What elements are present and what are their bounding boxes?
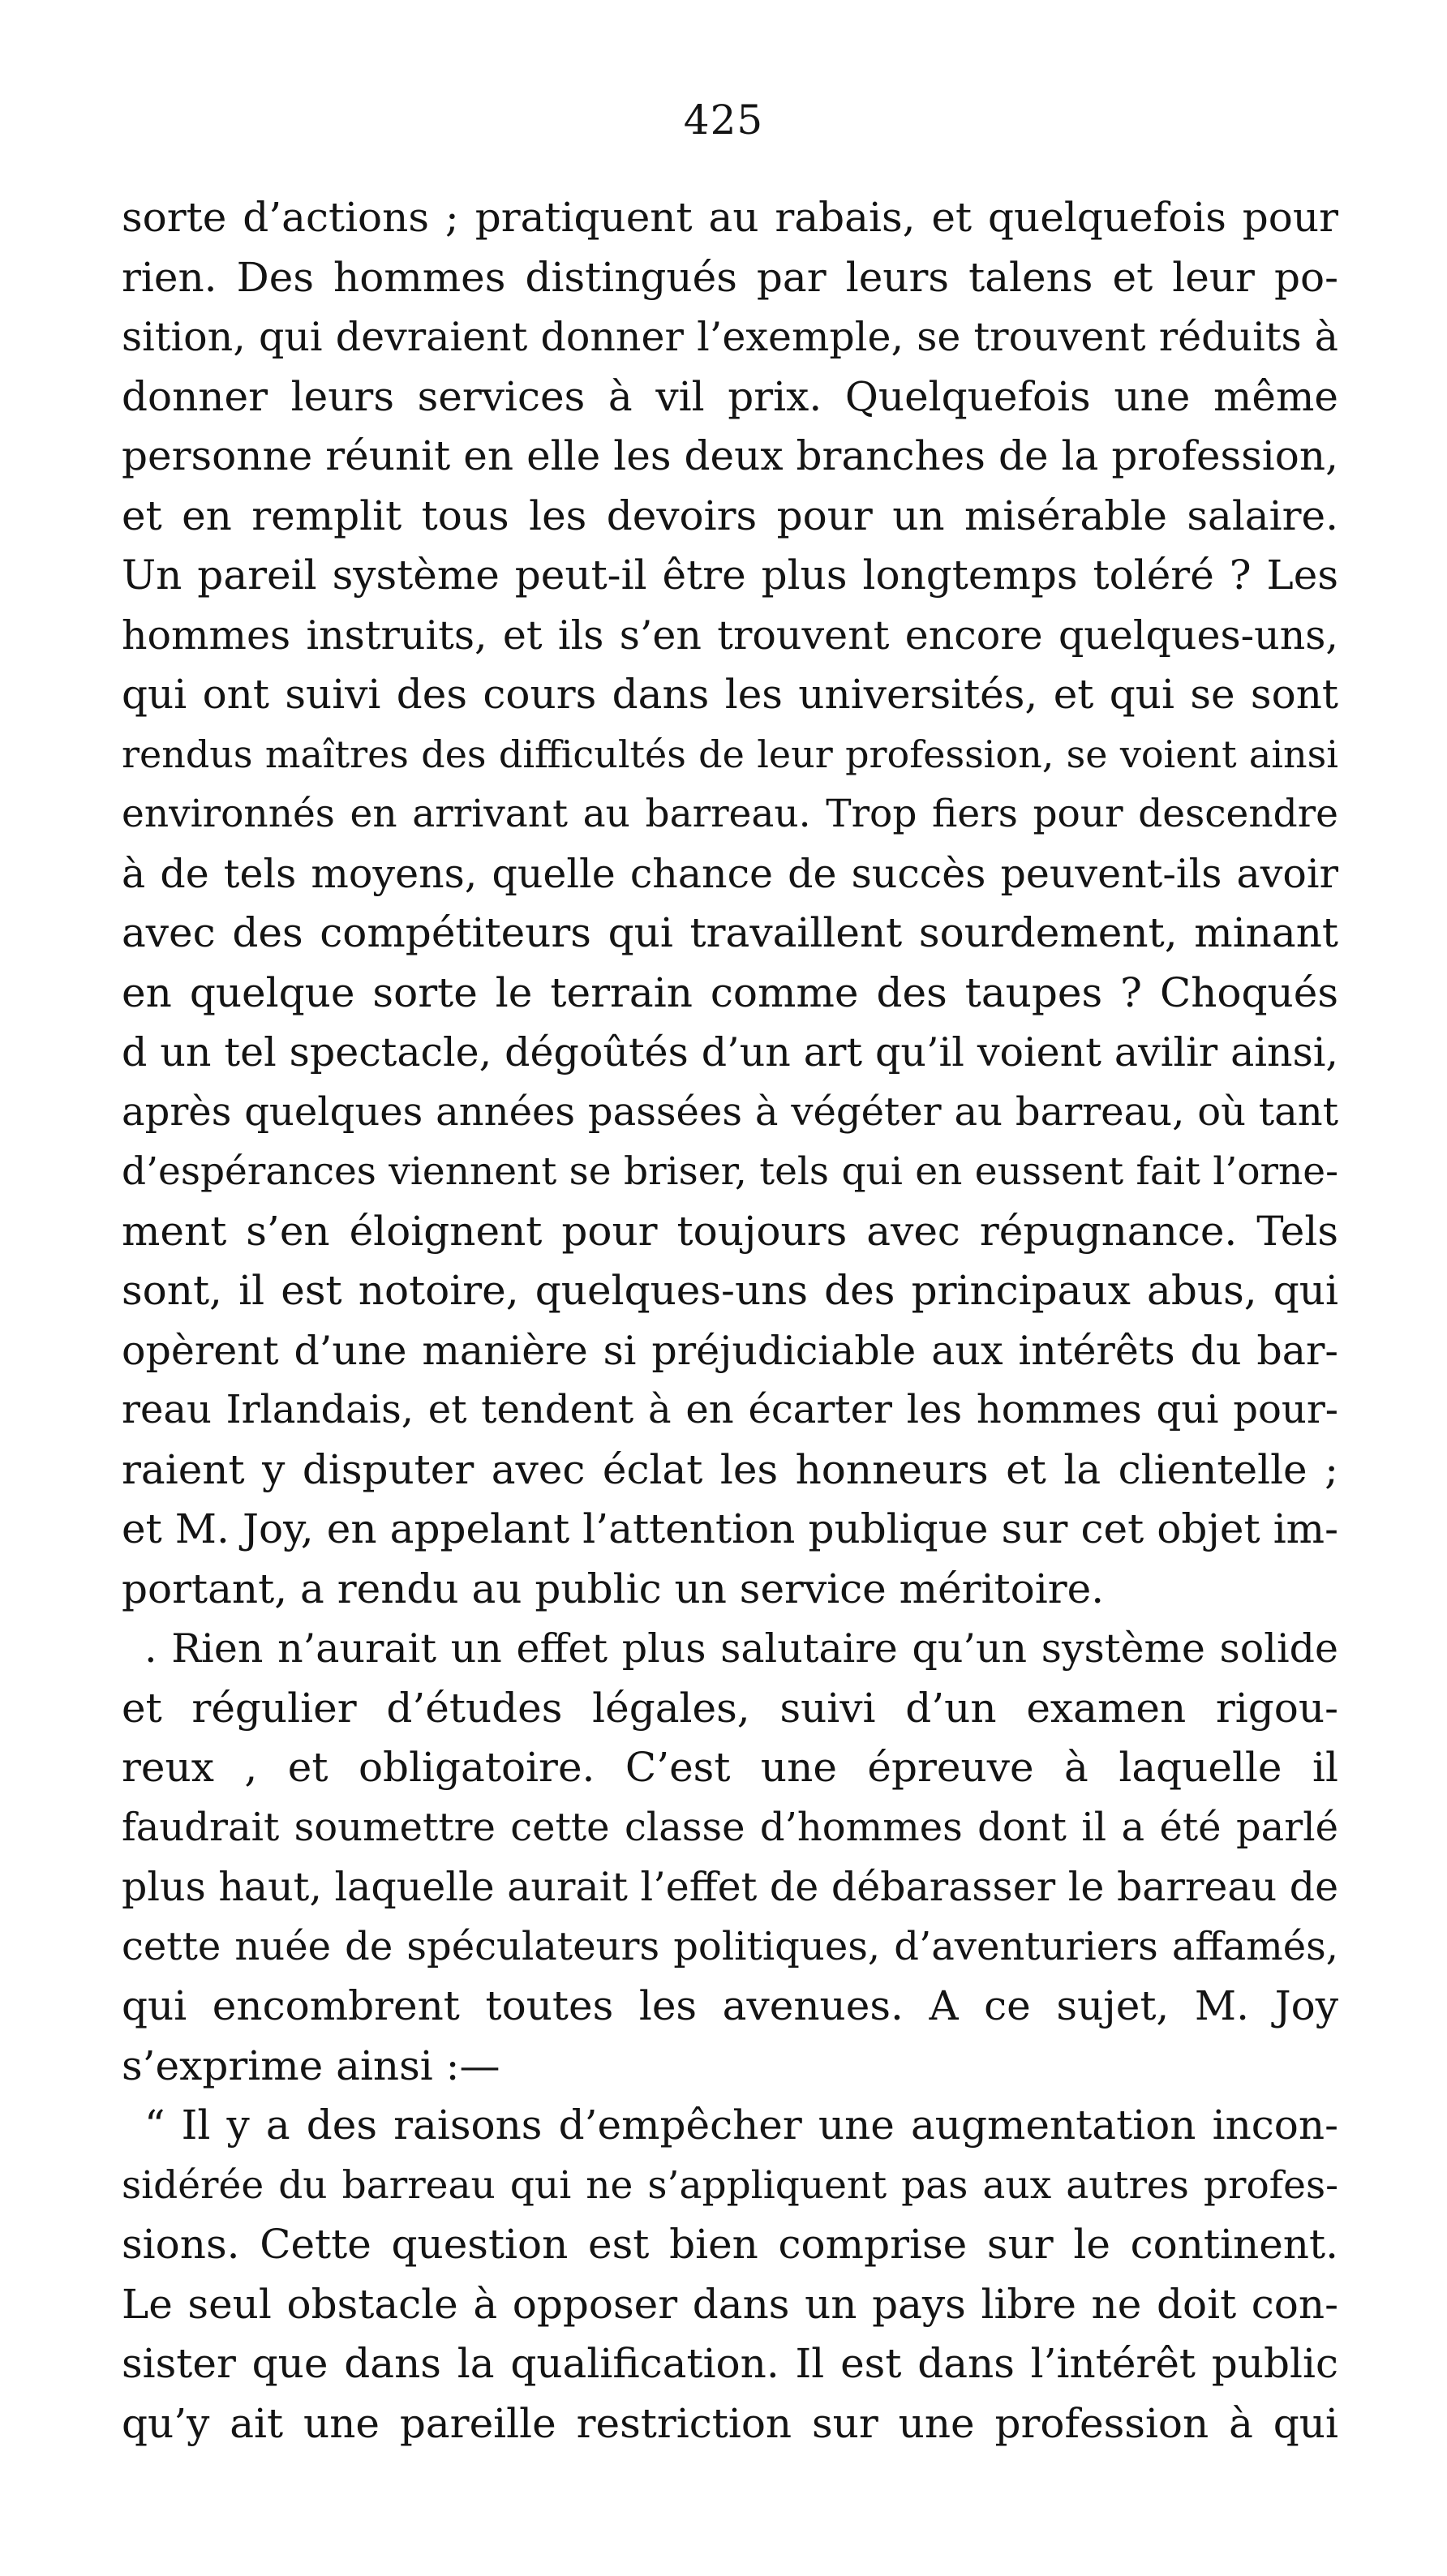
text-line: ment s’en éloignent pour toujours avec répugnance. Tels (122, 1207, 1338, 1255)
text-line: s’exprime ainsi :— (122, 2041, 500, 2089)
text-line: qu’y ait une pareille restriction sur une profession à qui (122, 2399, 1338, 2447)
text-line: rien. Des hommes distingués par leurs talens et leur po- (122, 253, 1338, 301)
text-line: sidérée du barreau qui ne s’appliquent pas aux autres profes- (122, 2162, 1338, 2208)
page-number: 425 (683, 97, 764, 144)
text-line: qui ont suivi des cours dans les universités, et qui se sont (122, 671, 1338, 718)
text-line: raient y disputer avec éclat les honneurs et la clientelle ; (122, 1445, 1338, 1493)
text-line: portant, a rendu au public un service méritoire. (122, 1565, 1105, 1612)
text-line: avec des compétiteurs qui travaillent sourdement, minant (122, 909, 1338, 956)
text-line: Le seul obstacle à opposer dans un pays libre ne doit con- (122, 2280, 1338, 2328)
text-line: cette nuée de spéculateurs politiques, d’aventuriers affamés, (122, 1923, 1338, 1969)
text-line: faudrait soumettre cette classe d’hommes dont il a été parlé (122, 1804, 1338, 1850)
text-line: sister que dans la qualification. Il est dans l’intérêt public (122, 2340, 1338, 2387)
text-line: qui encombrent toutes les avenues. A ce sujet, M. Joy (122, 1982, 1338, 2029)
text-line: reau Irlandais, et tendent à en écarter les hommes qui pour- (122, 1387, 1338, 1432)
text-line: plus haut, laquelle aurait l’effet de débarasser le barreau de (122, 1864, 1338, 1910)
text-line: opèrent d’une manière si préjudiciable aux intérêts du bar- (122, 1327, 1338, 1374)
text-line: à de tels moyens, quelle chance de succès peuvent-ils avoir (122, 850, 1338, 897)
text-line: d’espérances viennent se briser, tels qui en eussent fait l’orne- (122, 1149, 1338, 1194)
text-line: . Rien n’aurait un effet plus salutaire qu’un système solide (144, 1625, 1338, 1672)
text-line: “ Il y a des raisons d’empêcher une augmentation incon- (144, 2102, 1338, 2149)
text-line: sorte d’actions ; pratiquent au rabais, et quelquefois pour (122, 194, 1338, 241)
text-line: environnés en arrivant au barreau. Trop fiers pour descendre (122, 792, 1338, 836)
text-line: rendus maîtres des difficultés de leur profession, se voient ainsi (122, 732, 1338, 776)
text-line: personne réunit en elle les deux branches de la profession, (122, 432, 1338, 479)
text-line: et M. Joy, en appelant l’attention publique sur cet objet im- (122, 1505, 1338, 1552)
text-line: donner leurs services à vil prix. Quelquefois une même (122, 372, 1338, 420)
text-line: sition, qui devraient donner l’exemple, se trouvent réduits à (122, 314, 1338, 360)
text-line: et régulier d’études légales, suivi d’un examen rigou- (122, 1684, 1338, 1732)
text-line: après quelques années passées à végéter au barreau, où tant (122, 1088, 1338, 1135)
text-line: Un pareil système peut-il être plus longtemps toléré ? Les (122, 552, 1338, 599)
text-line: hommes instruits, et ils s’en trouvent encore quelques-uns, (122, 612, 1338, 659)
text-line: reux , et obligatoire. C’est une épreuve à laquelle il (122, 1744, 1338, 1791)
text-line: et en remplit tous les devoirs pour un misérable salaire. (122, 492, 1338, 539)
text-line: d un tel spectacle, dégoûtés d’un art qu’il voient avilir ainsi, (122, 1029, 1338, 1075)
text-line: sont, il est notoire, quelques-uns des principaux abus, qui (122, 1267, 1338, 1314)
body-text (122, 188, 1338, 2454)
text-line: sions. Cette question est bien comprise sur le continent. (122, 2221, 1338, 2268)
text-line: en quelque sorte le terrain comme des taupes ? Choqués (122, 968, 1338, 1016)
